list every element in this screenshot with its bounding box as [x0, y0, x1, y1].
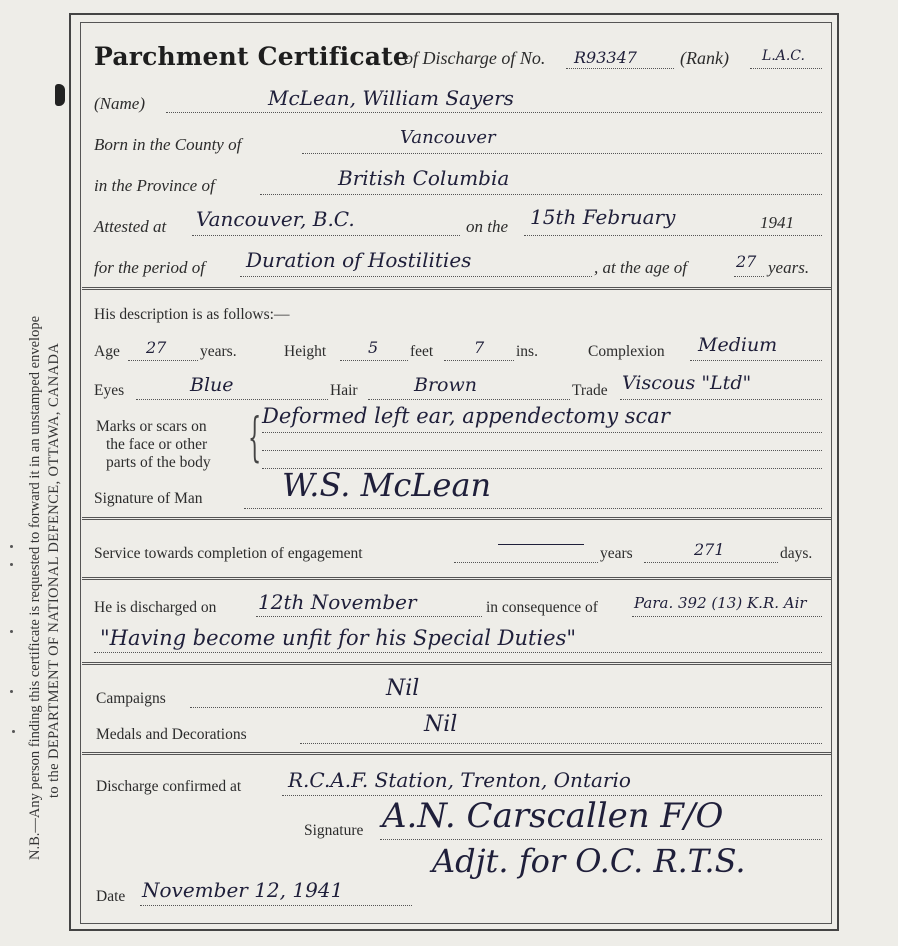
marks-label-line1: Marks or scars on — [96, 418, 207, 435]
trade-value: Viscous "Ltd" — [622, 372, 752, 394]
dotted-line — [244, 508, 822, 509]
dotted-line — [644, 562, 778, 563]
finder-note — [26, 70, 64, 860]
dotted-line — [128, 360, 198, 361]
dotted-line — [94, 652, 822, 653]
dotted-line — [260, 194, 822, 195]
height-label: Height — [284, 343, 327, 360]
speck — [12, 730, 15, 733]
description-intro: His description is as follows:— — [94, 306, 290, 323]
marks-label-line2: the face or other — [106, 436, 208, 453]
discharge-reason-ref: Para. 392 (13) K.R. Air — [634, 594, 807, 612]
age-label-a: , at the age of — [594, 258, 688, 277]
attested-year: 1941 — [760, 213, 794, 232]
attest-age-value: 27 — [736, 252, 757, 271]
section-divider — [82, 287, 832, 290]
officer-title: Adjt. for O.C. R.T.S. — [432, 842, 746, 880]
dotted-line — [140, 905, 412, 906]
marks-brace: { — [248, 408, 262, 468]
marks-value: Deformed left ear, appendectomy scar — [262, 404, 670, 428]
dotted-line — [166, 112, 822, 113]
dotted-line — [380, 839, 822, 840]
attested-day: 15th February — [530, 205, 676, 229]
man-signature: W.S. McLean — [282, 466, 492, 504]
service-days-label: days. — [780, 545, 813, 562]
province-label: in the Province of — [94, 176, 215, 195]
province-value: British Columbia — [338, 166, 510, 190]
man-signature-label: Signature of Man — [94, 490, 203, 507]
section-divider — [82, 577, 832, 580]
consequence-label: in consequence of — [486, 599, 598, 616]
medals-label: Medals and Decorations — [96, 726, 247, 743]
dotted-line — [136, 399, 328, 400]
discharge-date: 12th November — [258, 590, 417, 614]
discharge-reason: "Having become unfit for his Special Duties" — [100, 626, 577, 650]
dotted-line — [190, 707, 822, 708]
hair-label: Hair — [330, 382, 358, 399]
discharged-label: He is discharged on — [94, 599, 217, 616]
service-days-value: 271 — [694, 540, 725, 559]
rank-value: L.A.C. — [762, 48, 805, 64]
attested-label: Attested at — [94, 217, 167, 236]
campaigns-label: Campaigns — [96, 690, 166, 707]
county-value: Vancouver — [400, 127, 496, 148]
of-discharge-label: of Discharge of No. — [404, 48, 546, 68]
medals-value: Nil — [424, 712, 458, 737]
complexion-label: Complexion — [588, 343, 665, 360]
dotted-line — [620, 399, 822, 400]
section-divider — [82, 517, 832, 520]
dotted-line — [368, 399, 570, 400]
dotted-line — [192, 235, 460, 236]
eyes-label: Eyes — [94, 382, 125, 399]
section-divider — [82, 662, 832, 665]
eyes-value: Blue — [190, 374, 234, 396]
on-the-label: on the — [466, 217, 509, 236]
name-label: (Name) — [94, 94, 145, 113]
dotted-line — [750, 68, 822, 69]
attested-place: Vancouver, B.C. — [196, 207, 355, 231]
inches-value: 7 — [474, 338, 485, 357]
dotted-line — [340, 360, 408, 361]
years-label: years. — [200, 343, 237, 360]
date-label: Date — [96, 888, 126, 905]
dotted-line — [302, 153, 822, 154]
age-value: 27 — [146, 338, 167, 357]
speck — [10, 630, 13, 633]
confirmation-date: November 12, 1941 — [142, 878, 344, 902]
finder-note-line2: to the DEPARTMENT OF NATIONAL DEFENCE, OTTAWA, CANADA — [46, 342, 62, 798]
dotted-line — [566, 68, 674, 69]
dotted-line — [256, 616, 482, 617]
age-label-b: years. — [768, 258, 810, 277]
service-years-label: years — [600, 545, 633, 562]
confirmed-place: R.C.A.F. Station, Trenton, Ontario — [288, 768, 631, 792]
period-label: for the period of — [94, 258, 205, 277]
dotted-line — [524, 235, 822, 236]
feet-value: 5 — [368, 338, 379, 357]
dotted-line — [444, 360, 514, 361]
complexion-value: Medium — [698, 334, 778, 356]
trade-label: Trade — [572, 382, 608, 399]
dotted-line — [240, 276, 592, 277]
rank-label: (Rank) — [680, 48, 729, 68]
service-years-dash — [498, 544, 584, 545]
section-divider — [82, 752, 832, 755]
inches-label: ins. — [516, 343, 538, 360]
service-number: R93347 — [574, 48, 637, 67]
officer-signature: A.N. Carscallen F/O — [382, 796, 724, 836]
dotted-line — [262, 432, 822, 433]
speck — [10, 690, 13, 693]
confirmed-label: Discharge confirmed at — [96, 778, 242, 795]
county-label: Born in the County of — [94, 135, 242, 154]
age-label: Age — [94, 343, 120, 360]
dotted-line — [690, 360, 822, 361]
dotted-line — [454, 562, 598, 563]
hair-value: Brown — [414, 374, 477, 396]
dotted-line — [734, 276, 764, 277]
speck — [10, 545, 13, 548]
period-value: Duration of Hostilities — [246, 248, 472, 272]
certificate-title: Parchment Certificate — [94, 42, 410, 71]
service-label: Service towards completion of engagement — [94, 545, 363, 562]
dotted-line — [262, 450, 822, 451]
finder-note-line1: N.B.—Any person finding this certificate is requested to forward it in an unstamped envelope — [27, 315, 43, 860]
marks-label-line3: parts of the body — [106, 454, 211, 471]
dotted-line — [300, 743, 822, 744]
campaigns-value: Nil — [386, 676, 420, 701]
officer-signature-label: Signature — [304, 822, 364, 839]
name-value: McLean, William Sayers — [268, 86, 514, 110]
feet-label: feet — [410, 343, 434, 360]
speck — [10, 563, 13, 566]
dotted-line — [632, 616, 822, 617]
marks-label — [96, 418, 211, 472]
